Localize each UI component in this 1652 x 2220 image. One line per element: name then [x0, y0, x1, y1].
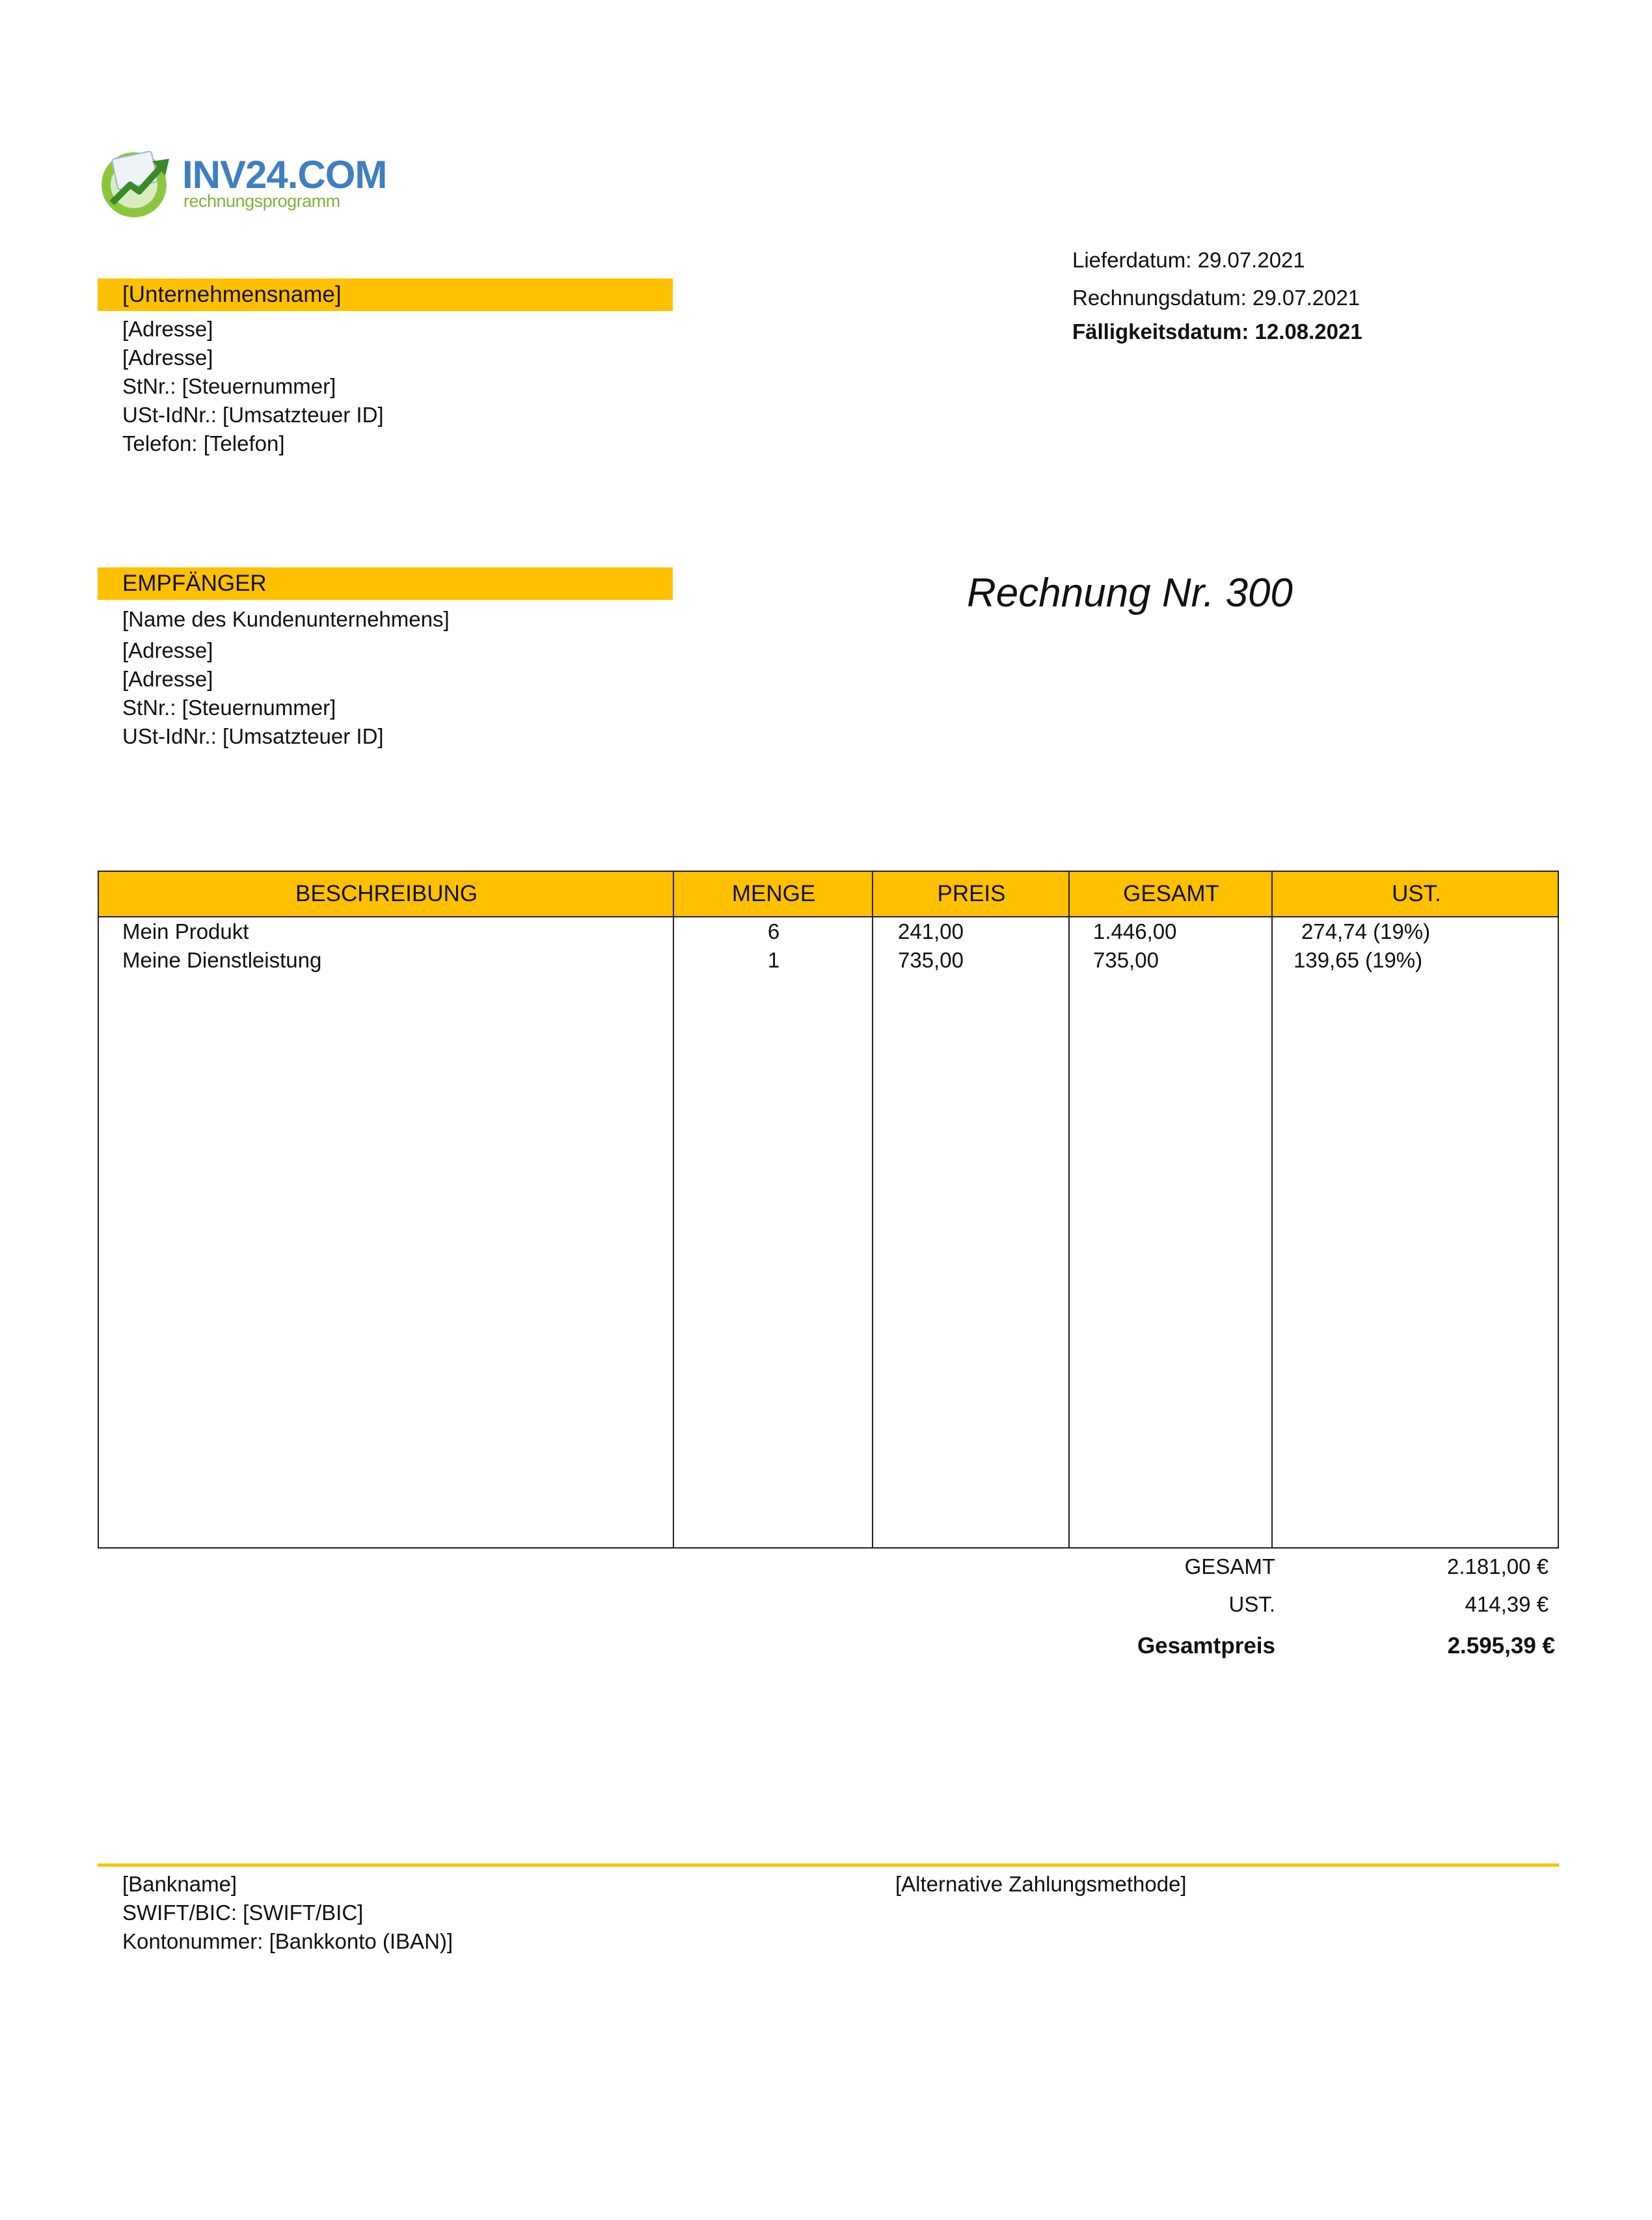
row-description: Meine Dienstleistung [122, 948, 322, 972]
sender-line: StNr.: [Steuernummer] [122, 374, 336, 398]
delivery-date: Lieferdatum: 29.07.2021 [1072, 248, 1305, 272]
gross-total-label: Gesamtpreis [1137, 1633, 1275, 1658]
bank-line: Kontonummer: [Bankkonto (IBAN)] [122, 1929, 454, 1953]
sender-line: [Adresse] [122, 317, 213, 341]
header-price: PREIS [937, 881, 1006, 906]
row-description: Mein Produkt [122, 919, 249, 943]
header-vat: UST. [1392, 881, 1441, 906]
sender-line: Telefon: [Telefon] [122, 431, 285, 455]
row-vat: 139,65 (19%) [1293, 948, 1423, 972]
gross-total-value: 2.595,39 € [1447, 1633, 1555, 1658]
recipient-line: USt-IdNr.: [Umsatzteuer ID] [122, 724, 384, 748]
recipient-line: [Adresse] [122, 667, 213, 691]
sender-company-name: [Unternehmensname] [122, 282, 342, 307]
recipient-heading: EMPFÄNGER [122, 571, 267, 596]
logo-wordmark: INV24.COM [182, 153, 387, 196]
sender-line: USt-IdNr.: [Umsatzteuer ID] [122, 403, 384, 427]
net-total-value: 2.181,00 € [1447, 1554, 1549, 1578]
invoice-title: Rechnung Nr. 300 [967, 571, 1293, 616]
logo-tagline: rechnungsprogramm [183, 191, 340, 211]
alternative-payment [895, 1870, 1187, 1899]
invoice-date: Rechnungsdatum: 29.07.2021 [1072, 286, 1361, 310]
sender-heading-bar [98, 278, 673, 311]
row-total: 1.446,00 [1093, 919, 1177, 943]
table-header [99, 872, 1558, 917]
bank-line: SWIFT/BIC: [SWIFT/BIC] [122, 1901, 364, 1925]
row-price: 241,00 [898, 919, 964, 943]
logo-icon [98, 142, 182, 220]
column-divider [1068, 872, 1070, 1547]
bank-line: [Bankname] [122, 1872, 237, 1896]
header-total: GESAMT [1123, 881, 1219, 906]
alternative-payment-text: [Alternative Zahlungsmethode] [895, 1872, 1187, 1896]
due-date: Fälligkeitsdatum: 12.08.2021 [1072, 319, 1362, 344]
recipient-line: [Name des Kundenunternehmens] [122, 607, 450, 631]
header-quantity: MENGE [731, 881, 816, 906]
tax-total-value: 414,39 € [1465, 1592, 1549, 1616]
recipient-address [122, 602, 450, 751]
company-logo [98, 142, 387, 220]
sender-address [122, 315, 384, 458]
row-vat: 274,74 (19%) [1301, 919, 1431, 943]
column-divider [1271, 872, 1273, 1547]
tax-total-label: UST. [1228, 1592, 1275, 1616]
row-price: 735,00 [898, 948, 964, 972]
bank-details [122, 1870, 453, 1956]
recipient-heading-bar [98, 567, 673, 600]
footer-divider [98, 1863, 1559, 1867]
sender-line: [Adresse] [122, 345, 213, 370]
invoice-dates [1072, 239, 1362, 349]
recipient-line: StNr.: [Steuernummer] [122, 696, 336, 720]
row-quantity: 1 [767, 948, 780, 972]
row-quantity: 6 [767, 919, 780, 943]
row-total: 735,00 [1093, 948, 1159, 972]
recipient-line: [Adresse] [122, 638, 213, 662]
header-description: BESCHREIBUNG [295, 881, 478, 906]
net-total-label: GESAMT [1184, 1554, 1275, 1578]
items-table [98, 871, 1559, 1549]
